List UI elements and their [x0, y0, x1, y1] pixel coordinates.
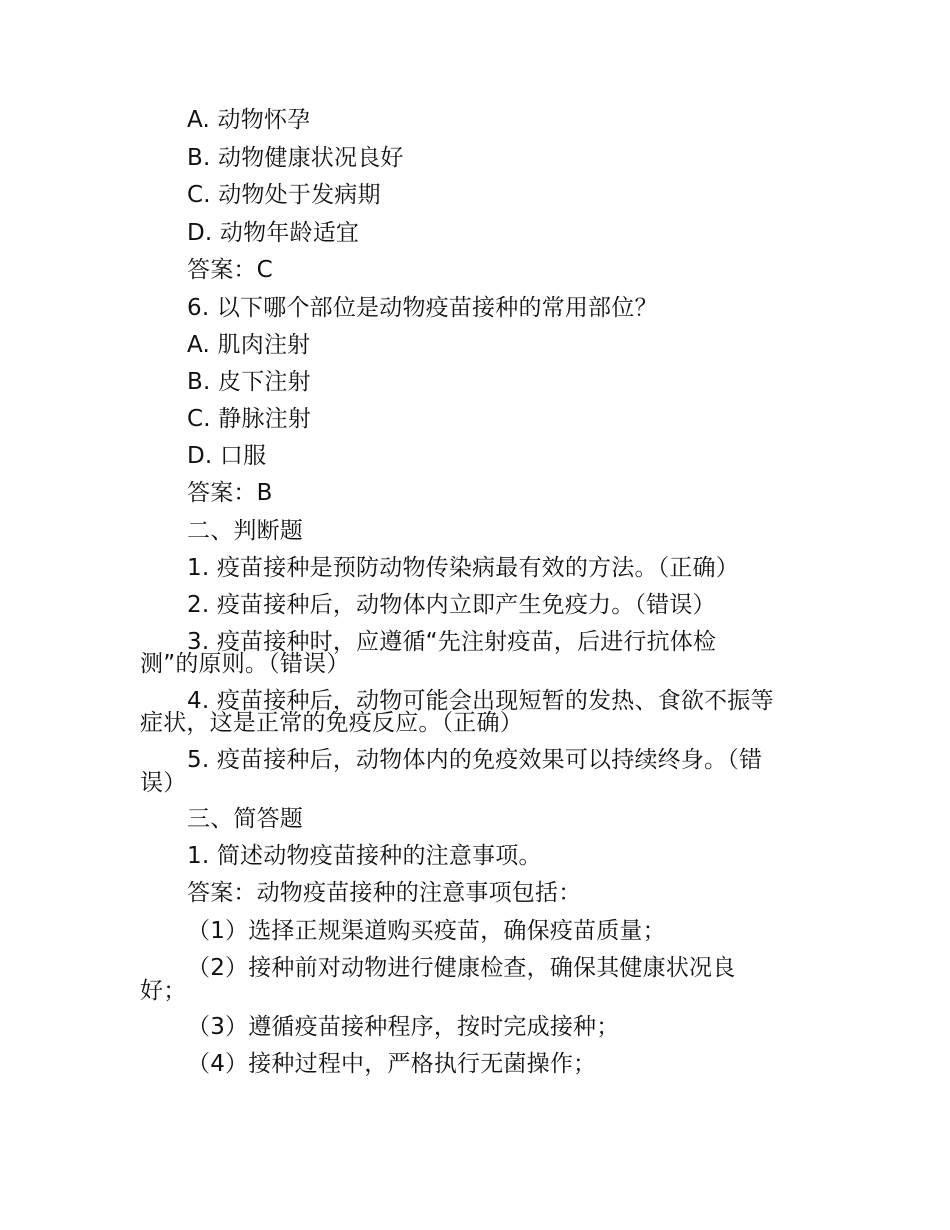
q5-option-b: B. 动物健康状况良好	[187, 145, 404, 171]
tf-item-2: 2. 疫苗接种后，动物体内立即产生免疫力。（错误）	[187, 592, 716, 618]
q5-option-c: C. 动物处于发病期	[187, 182, 381, 208]
q6-option-c: C. 静脉注射	[187, 406, 312, 432]
q6-option-a: A. 肌肉注射	[187, 332, 311, 358]
tf-item-1: 1. 疫苗接种是预防动物传染病最有效的方法。（正确）	[187, 555, 739, 581]
tf-item-4-line2: 症状，这是正常的免疫反应。（正确）	[140, 710, 523, 736]
sa-answer-intro: 答案：动物疫苗接种的注意事项包括：	[187, 880, 582, 906]
q6-option-b: B. 皮下注射	[187, 369, 311, 395]
tf-item-3-line1: 3. 疫苗接种时，应遵循“先注射疫苗，后进行抗体检	[187, 629, 717, 655]
sa-point-4: （4）接种过程中，严格执行无菌操作；	[187, 1051, 597, 1077]
q6-option-d: D. 口服	[187, 443, 267, 469]
sa-point-1: （1）选择正规渠道购买疫苗，确保疫苗质量；	[187, 918, 666, 944]
sa-point-2-line1: （2）接种前对动物进行健康检查，确保其健康状况良	[187, 955, 736, 981]
sa-question-1: 1. 简述动物疫苗接种的注意事项。	[187, 843, 542, 869]
sa-point-3: （3）遵循疫苗接种程序，按时完成接种；	[187, 1014, 620, 1040]
q5-answer: 答案：C	[187, 257, 273, 283]
section2-heading: 二、判断题	[187, 518, 303, 544]
tf-item-5-line2: 误）	[140, 770, 187, 796]
q5-option-a: A. 动物怀孕	[187, 107, 311, 133]
q6-question: 6. 以下哪个部位是动物疫苗接种的常用部位？	[187, 295, 658, 321]
sa-point-2-line2: 好；	[140, 978, 187, 1004]
tf-item-5-line1: 5. 疫苗接种后，动物体内的免疫效果可以持续终身。（错	[187, 747, 763, 773]
tf-item-3-line2: 测”的原则。（错误）	[140, 651, 350, 677]
tf-item-4-line1: 4. 疫苗接种后，动物可能会出现短暂的发热、食欲不振等	[187, 688, 774, 714]
section3-heading: 三、简答题	[187, 806, 303, 832]
q5-option-d: D. 动物年龄适宜	[187, 220, 360, 246]
q6-answer: 答案：B	[187, 480, 273, 506]
